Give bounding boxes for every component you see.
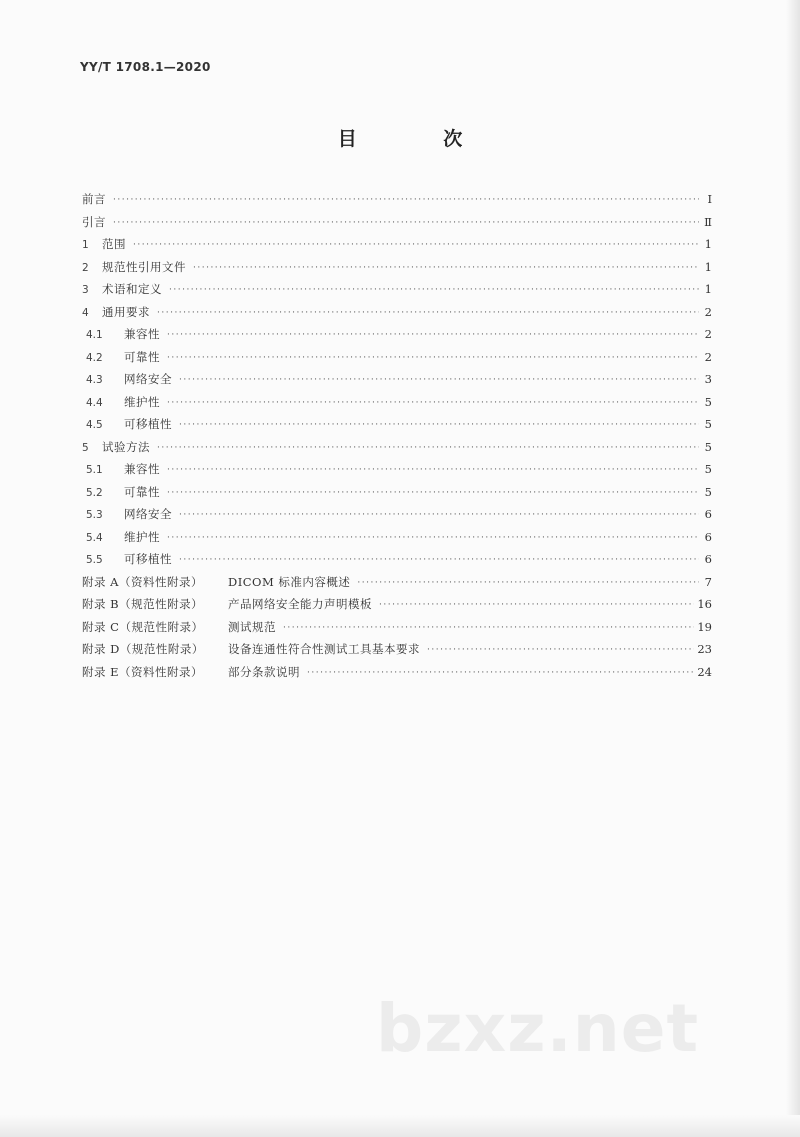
toc-annex-designation: 附录 C（规范性附录） [82,619,204,634]
toc-entry-label: 前言 [82,192,106,206]
toc-entry-preface[interactable] [82,191,712,214]
toc-entry-page: 6 [704,507,712,521]
toc-entry-number: 4.3 [86,374,103,386]
toc-entry-label: 术语和定义 [102,282,162,296]
toc-leader-dots [357,578,699,588]
toc-leader-dots [113,218,699,228]
toc-annex-designation: 附录 A（资料性附录） [82,574,203,589]
toc-entry-page: 1 [704,237,712,251]
toc-entry-label: 可移植性 [124,552,172,566]
toc-leader-dots [167,488,699,498]
toc-entry-number: 4 [82,306,89,319]
watermark: bzxz.net [376,990,700,1067]
toc-annex-designation: 附录 D（规范性附录） [82,642,204,656]
toc-entry-label: DICOM 标准内容概述 [228,574,351,589]
toc-entry-section-4-4[interactable] [82,394,712,417]
toc-entry-page: 5 [704,417,712,431]
toc-entry-section-4-2[interactable] [82,349,712,372]
toc-entry-section-4[interactable] [82,304,712,327]
toc-entry-page: 2 [704,304,712,319]
toc-entry-number: 2 [82,261,89,274]
toc-entry-page: 6 [704,552,712,566]
toc-leader-dots [167,533,699,543]
toc-leader-dots [133,240,699,250]
page-edge-shadow [786,0,800,1137]
toc-entry-number: 5.4 [86,531,103,544]
toc-leader-dots [427,645,694,655]
toc-entry-label: 部分条款说明 [228,664,300,679]
toc-entry-page: 16 [697,597,712,611]
toc-entry-annex-e[interactable] [82,664,712,687]
toc-entry-page: 24 [697,664,712,679]
toc-leader-dots [167,353,699,363]
toc-entry-label: 规范性引用文件 [102,259,186,274]
toc-entry-section-5-1[interactable] [82,461,712,484]
toc-entry-label: 可靠性 [124,484,160,499]
toc-entry-page: 5 [704,394,712,409]
toc-entry-number: 4.1 [86,329,103,341]
page-title: 目 次 [337,128,503,150]
toc-entry-annex-a[interactable] [82,574,712,597]
toc-entry-number: 1 [82,239,89,251]
toc-entry-page: 6 [704,529,712,544]
toc-leader-dots [193,263,699,273]
toc-leader-dots [179,510,699,520]
toc-entry-number: 5.1 [86,464,103,476]
standard-code: YY/T 1708.1—2020 [80,60,211,74]
toc-leader-dots [283,623,694,633]
toc-entry-label: 测试规范 [228,619,276,634]
toc-entry-label: 试验方法 [102,439,150,454]
toc-entry-label: 产品网络安全能力声明模板 [228,597,372,611]
toc-entry-label: 范围 [102,237,126,251]
toc-annex-designation: 附录 B（规范性附录） [82,597,204,611]
toc-entry-number: 5.2 [86,486,103,499]
toc-entry-annex-c[interactable] [82,619,712,642]
toc-entry-number: 5.5 [86,554,103,566]
toc-entry-page: 23 [697,642,712,656]
toc-entry-section-3[interactable] [82,281,712,304]
toc-entry-number: 4.4 [86,396,103,409]
toc-entry-number: 5.3 [86,509,103,521]
toc-entry-page: 19 [697,619,712,634]
toc-entry-label: 可靠性 [124,349,160,364]
toc-entry-label: 网络安全 [124,507,172,521]
toc-leader-dots [157,308,699,318]
toc-entry-label: 维护性 [124,394,160,409]
toc-entry-page: 2 [704,349,712,364]
toc-entry-section-5[interactable] [82,439,712,462]
toc-entry-label: 设备连通性符合性测试工具基本要求 [228,642,420,656]
toc-entry-label: 兼容性 [124,462,160,476]
toc-entry-number: 4.5 [86,419,103,431]
page-edge-shadow-bottom [0,1115,800,1137]
toc-entry-section-4-3[interactable] [82,371,712,394]
table-of-contents [82,191,712,686]
toc-entry-label: 引言 [82,214,106,229]
toc-entry-annex-d[interactable] [82,641,712,664]
toc-entry-section-2[interactable] [82,259,712,282]
toc-entry-section-5-4[interactable] [82,529,712,552]
toc-entry-label: 网络安全 [124,372,172,386]
toc-leader-dots [379,600,694,610]
toc-leader-dots [179,420,699,430]
toc-entry-section-5-3[interactable] [82,506,712,529]
toc-entry-page: 5 [704,484,712,499]
toc-leader-dots [157,443,699,453]
toc-leader-dots [169,285,699,295]
toc-leader-dots [179,555,699,565]
toc-annex-designation: 附录 E（资料性附录） [82,664,204,679]
toc-entry-page: 5 [704,462,712,476]
toc-entry-intro[interactable] [82,214,712,237]
toc-entry-label: 可移植性 [124,417,172,431]
toc-entry-label: 维护性 [124,529,160,544]
toc-entry-page: Ⅰ [707,192,712,206]
toc-entry-annex-b[interactable] [82,596,712,619]
toc-entry-label: 兼容性 [124,327,160,341]
toc-entry-section-4-5[interactable] [82,416,712,439]
toc-entry-section-5-2[interactable] [82,484,712,507]
toc-leader-dots [179,375,699,385]
toc-entry-number: 3 [82,284,89,296]
toc-leader-dots [113,195,699,205]
toc-entry-section-4-1[interactable] [82,326,712,349]
toc-entry-page: Ⅱ [704,214,712,229]
toc-entry-section-1[interactable] [82,236,712,259]
toc-entry-page: 5 [704,439,712,454]
toc-leader-dots [167,330,699,340]
toc-entry-number: 5 [82,441,89,454]
toc-leader-dots [307,668,694,678]
toc-entry-number: 4.2 [86,351,103,364]
toc-entry-label: 通用要求 [102,304,150,319]
toc-entry-page: 1 [704,259,712,274]
toc-leader-dots [167,465,699,475]
toc-entry-page: 7 [704,574,712,589]
toc-entry-page: 2 [704,327,712,341]
toc-leader-dots [167,398,699,408]
toc-entry-section-5-5[interactable] [82,551,712,574]
toc-entry-page: 3 [704,372,712,386]
toc-entry-page: 1 [704,282,712,296]
